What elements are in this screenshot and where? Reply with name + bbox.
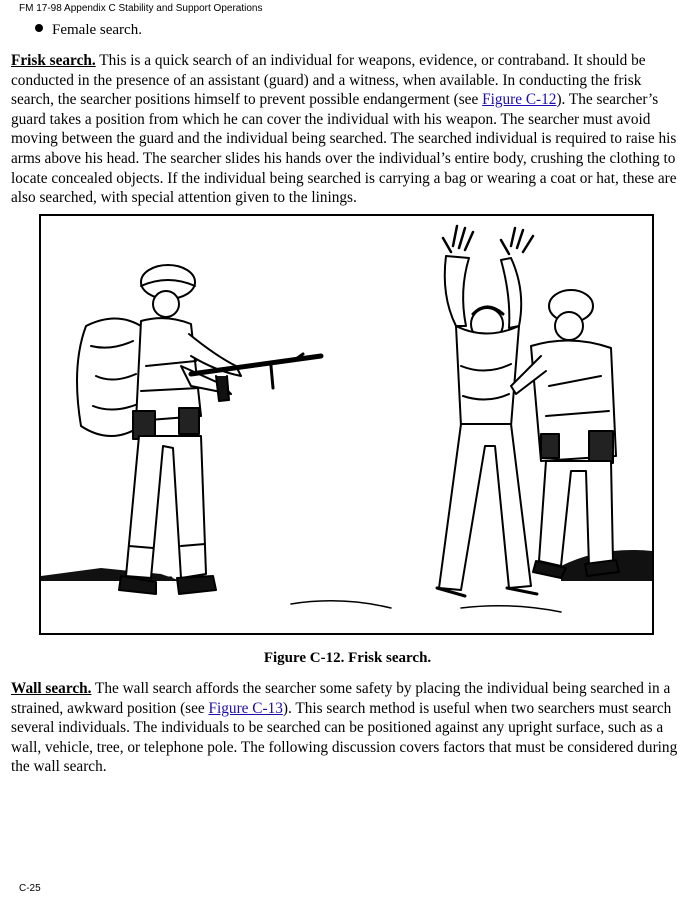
frisk-text-b: ). The searcher’s guard takes a position from which he can cover the individual with his weapon. The searcher must avoid moving between the guard and the individual being searched. The searched individual is required to raise his arms above his head. The searcher slides his hands over the individual’s entire body, crushing the clothing to locate concealed objects. If the individual being searched is carrying a bag or wearing a coat or hat, these are also searched, with special attention given to the linings. xyxy=(11,91,677,207)
figure-c12-link[interactable]: Figure C-12 xyxy=(482,91,557,109)
bullet-text: Female search. xyxy=(52,22,142,38)
frisk-search-illustration xyxy=(39,214,654,635)
figure-caption: Figure C-12. Frisk search. xyxy=(263,650,432,666)
page-header: FM 17-98 Appendix C Stability and Support Operations xyxy=(19,3,263,14)
page-number: C-25 xyxy=(19,883,41,894)
frisk-search-heading: Frisk search. xyxy=(11,52,96,69)
illustration-drawing xyxy=(41,216,652,633)
frisk-search-paragraph xyxy=(11,51,687,208)
wall-search-heading: Wall search. xyxy=(11,680,92,697)
figure-c13-link[interactable]: Figure C-13 xyxy=(208,699,283,717)
wall-search-paragraph xyxy=(11,679,687,777)
wall-text-b: ). This search method is useful when two searchers must search several individuals. The individuals to be searched can be positioned against any upright surface, such as a wall, vehicle, tree, or telephone pole. The following discussion covers factors that must be considered during the wall search. xyxy=(11,699,678,776)
bullet-item xyxy=(35,22,142,39)
bullet-icon xyxy=(35,24,43,32)
wall-text-a: The wall search affords the searcher some safety by placing the individual being searched in a strained, awkward position (see xyxy=(11,680,671,717)
frisk-text-a: This is a quick search of an individual for weapons, evidence, or contraband. It should be conducted in the presence of an assistant (guard) and a witness, when available. In conducting the frisk search, the searcher positions himself to prevent possible endangerment (see xyxy=(11,52,646,109)
